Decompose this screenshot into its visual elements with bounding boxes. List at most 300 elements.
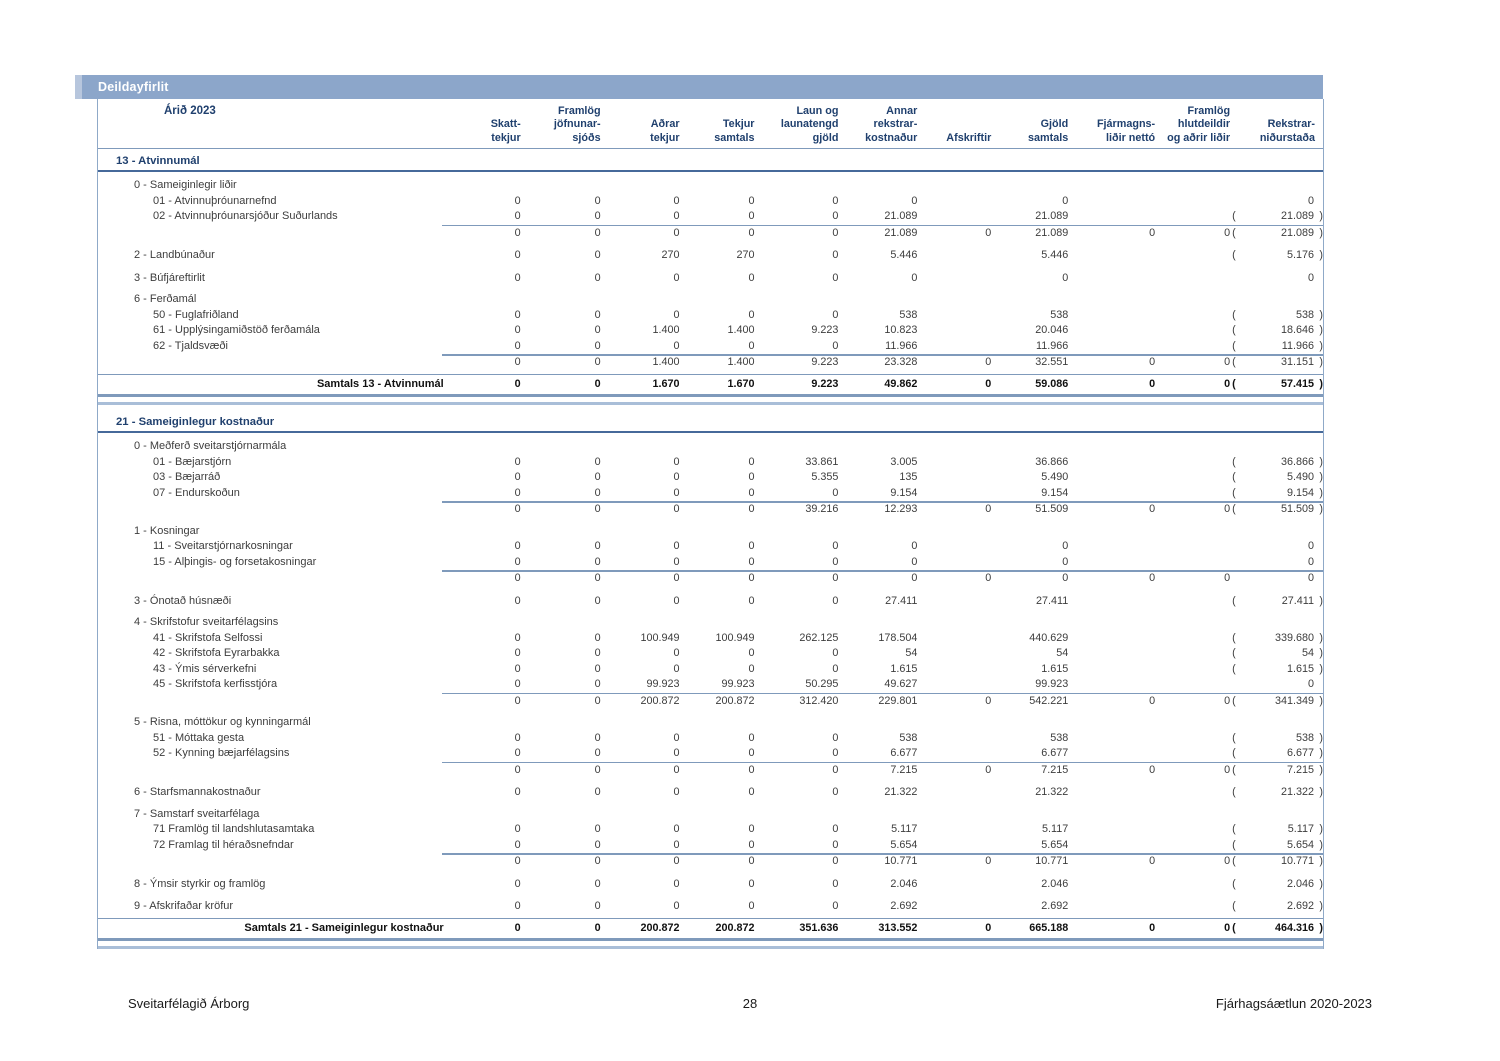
value-cell: 0 [514, 921, 521, 934]
value-cell [1068, 539, 1155, 555]
row-label: 11 - Sveitarstjórnarkosningar [153, 540, 293, 553]
value-cell: 0 [911, 555, 918, 568]
value-cell [1068, 439, 1155, 455]
value-cell [521, 292, 601, 308]
value-cell: 0 [514, 900, 521, 913]
value-cell: 99.923 [646, 678, 680, 691]
value-cell: 5.654 [890, 838, 918, 851]
footer-document-title: Fjárhagsáætlun 2020-2023 [1215, 996, 1373, 1011]
value-cell: 0 [748, 647, 755, 660]
row-label: 71 Framlög til landshlutasamtaka [153, 823, 315, 836]
value-cell: 0 [514, 631, 521, 644]
value-cell [1155, 555, 1230, 571]
row-label [98, 854, 446, 870]
value-cell [1068, 785, 1155, 801]
value-cell [754, 715, 838, 731]
value-cell [1068, 646, 1155, 662]
value-cell [1155, 677, 1230, 693]
value-cell: 0 [594, 271, 601, 284]
value-cell: 0 [673, 226, 680, 239]
value-cell [1068, 194, 1155, 210]
value-cell: 0 [514, 823, 521, 836]
table-row [98, 555, 1323, 571]
column-header: Aðrar tekjur [650, 118, 680, 144]
value-cell: 312.420 [799, 694, 839, 707]
value-cell: ( 7.215 ) [1232, 763, 1323, 776]
row-label: 50 - Fuglafriðland [153, 308, 239, 321]
value-cell: 0 [832, 308, 839, 321]
value-cell: 0 [1062, 194, 1069, 207]
value-cell: 0 [514, 226, 521, 239]
value-cell [917, 209, 991, 225]
value-cell: 49.627 [884, 678, 918, 691]
value-cell: 51.509 [1035, 503, 1069, 516]
value-cell [917, 248, 991, 264]
value-cell: 0 [748, 503, 755, 516]
value-cell [917, 615, 991, 631]
value-cell: ( 5.490 ) [1232, 471, 1324, 484]
value-cell: 0 [514, 877, 521, 890]
value-cell: 0 [673, 594, 680, 607]
value-cell [1230, 439, 1323, 455]
value-cell [1155, 785, 1230, 801]
value-cell: 538 [1050, 308, 1069, 321]
value-cell: 0 [594, 324, 601, 337]
value-cell: 0 [1224, 855, 1231, 868]
value-cell [917, 194, 991, 210]
value-cell: ( 54 ) [1232, 647, 1324, 660]
value-cell: 0 [748, 763, 755, 776]
value-cell: ( 21.089 ) [1232, 210, 1324, 223]
value-cell: 178.504 [878, 631, 918, 644]
value-cell [601, 807, 680, 823]
value-cell: 0 [832, 572, 839, 585]
value-cell: 5.446 [1041, 249, 1069, 262]
column-header: Laun og launatengd gjöld [780, 105, 839, 144]
row-label: 6 - Ferðamál [134, 293, 197, 306]
value-cell: 0 [1224, 572, 1231, 585]
value-cell [991, 178, 1068, 194]
value-cell: 0 [514, 594, 521, 607]
row-label: 3 - Ónotað húsnæði [134, 594, 232, 607]
value-cell: 9.154 [890, 486, 918, 499]
value-cell: 0 [832, 271, 839, 284]
value-cell [917, 271, 991, 287]
value-cell: 0 [1149, 855, 1156, 868]
value-cell: 0 [832, 900, 839, 913]
value-cell: 0 [673, 731, 680, 744]
value-cell: 0 [1062, 540, 1069, 553]
value-cell [1155, 323, 1230, 339]
value-cell: 200.872 [640, 921, 680, 934]
value-cell: ( 538 ) [1232, 731, 1324, 744]
value-cell: 0 [594, 210, 601, 223]
column-header: Rekstrar- niðurstaða [1259, 118, 1316, 144]
value-cell: 27.411 [885, 594, 918, 607]
value-cell: 0 [594, 631, 601, 644]
value-cell [521, 715, 601, 731]
value-cell [1068, 486, 1155, 502]
value-cell [1068, 594, 1155, 610]
value-cell: 0 [748, 471, 755, 484]
value-cell: ( 18.646 ) [1232, 324, 1324, 337]
year-label: Árið 2023 [164, 105, 216, 117]
value-cell: 0 [1224, 226, 1231, 239]
value-cell [601, 524, 680, 540]
value-cell: 0 [594, 503, 601, 516]
value-cell [754, 524, 838, 540]
value-cell: 0 [748, 786, 755, 799]
value-cell: 0 [748, 194, 755, 207]
value-cell [838, 439, 917, 455]
value-cell: 0 [1224, 377, 1231, 390]
value-cell [991, 715, 1068, 731]
value-cell: 9.223 [811, 324, 839, 337]
value-cell: 0 [594, 838, 601, 851]
column-header: Skatt- tekjur [490, 118, 521, 144]
table-row [98, 838, 1323, 854]
row-label: 6 - Starfsmannakostnaður [134, 786, 261, 799]
value-cell: 0 [594, 763, 601, 776]
value-cell: 0 [594, 900, 601, 913]
row-label: 03 - Bæjarráð [153, 471, 221, 484]
value-cell: 0 [1224, 921, 1231, 934]
subtotal-row [98, 694, 1323, 710]
row-label: 4 - Skrifstofur sveitarfélagsins [134, 616, 279, 629]
value-cell [446, 807, 521, 823]
value-cell: 54 [1056, 647, 1069, 660]
value-cell: 0 [673, 555, 680, 568]
value-cell: 5.490 [1041, 471, 1069, 484]
value-cell: 0 [594, 855, 601, 868]
row-label: 07 - Endurskoðun [153, 486, 240, 499]
value-cell: 0 [748, 838, 755, 851]
value-cell: 200.872 [640, 694, 680, 707]
value-cell: 0 [514, 194, 521, 207]
value-cell: 0 [514, 662, 521, 675]
table-row [98, 439, 1323, 455]
value-cell: 0 [1149, 572, 1156, 585]
value-cell: 10.771 [884, 855, 918, 868]
value-cell: 0 [594, 486, 601, 499]
value-cell [991, 807, 1068, 823]
value-cell: 0 [832, 838, 839, 851]
value-cell: 21.089 [884, 210, 918, 223]
value-cell: 0 [748, 210, 755, 223]
value-cell [917, 746, 991, 762]
table-row [98, 594, 1323, 610]
value-cell [754, 439, 838, 455]
value-cell: 0 [514, 377, 521, 390]
value-cell: 270 [736, 249, 755, 262]
row-label: 0 - Meðferð sveitarstjórnarmála [134, 440, 287, 453]
value-cell [1068, 455, 1155, 471]
value-cell: 0 [985, 572, 992, 585]
value-cell: 0 [1149, 356, 1156, 369]
value-cell [1155, 194, 1230, 210]
value-cell: 0 [594, 647, 601, 660]
value-cell [838, 524, 917, 540]
table-row [98, 731, 1323, 747]
value-cell [601, 715, 680, 731]
value-cell: 0 [748, 823, 755, 836]
value-cell: 50.295 [805, 678, 839, 691]
value-cell: 0 [673, 455, 680, 468]
column-header: Afskriftir [946, 131, 992, 144]
table-row [98, 209, 1323, 225]
value-cell: 2.692 [890, 900, 918, 913]
value-cell: 0 [594, 823, 601, 836]
row-label: 0 - Sameiginlegir liðir [134, 179, 237, 192]
value-cell [1068, 807, 1155, 823]
value-cell: 1.400 [652, 356, 680, 369]
value-cell [917, 178, 991, 194]
column-header: Framlög hlutdeildir og aðrir liðir [1167, 105, 1231, 144]
value-cell [1068, 677, 1155, 693]
value-cell: 440.629 [1029, 631, 1069, 644]
value-cell [1068, 339, 1155, 355]
value-cell [446, 178, 521, 194]
value-cell [917, 677, 991, 693]
table-row [98, 292, 1323, 308]
value-cell: 200.872 [715, 921, 755, 934]
value-cell: 0 [748, 572, 755, 585]
row-label: 7 - Samstarf sveitarfélaga [134, 807, 260, 820]
value-cell: 0 [594, 339, 601, 352]
value-cell [1230, 292, 1323, 308]
value-cell [521, 178, 601, 194]
value-cell: 0 [594, 471, 601, 484]
value-cell: 0 [748, 594, 755, 607]
value-cell [754, 178, 838, 194]
value-cell: 0 [748, 455, 755, 468]
value-cell: ( 5.654 ) [1232, 838, 1324, 851]
value-cell: 0 [514, 694, 521, 707]
value-cell: 0 [832, 249, 839, 262]
value-cell [991, 615, 1068, 631]
value-cell [1230, 524, 1323, 540]
value-cell [1068, 555, 1155, 571]
value-cell: 0 [832, 226, 839, 239]
table-row [98, 807, 1323, 823]
value-cell: 0 [748, 540, 755, 553]
value-cell: ( 2.046 ) [1232, 877, 1323, 890]
table-body [98, 152, 1323, 949]
section-total-row [98, 918, 1323, 941]
value-cell: 6.677 [1041, 747, 1069, 760]
value-cell: 21.089 [1035, 210, 1069, 223]
value-cell: 0 [594, 540, 601, 553]
column-header: Framlög jöfnunar- sjóðs [553, 105, 601, 144]
value-cell: 0 [1224, 356, 1231, 369]
value-cell: 32.551 [1035, 356, 1069, 369]
value-cell [1155, 631, 1230, 647]
table-row [98, 486, 1323, 502]
value-cell: 12.293 [884, 503, 918, 516]
value-cell: 10.771 [1035, 855, 1069, 868]
value-cell: 6.677 [890, 747, 918, 760]
value-cell: 542.221 [1029, 694, 1069, 707]
value-cell [1230, 715, 1323, 731]
value-cell [446, 715, 521, 731]
value-cell: 0 [1149, 226, 1156, 239]
value-cell [521, 524, 601, 540]
value-cell [917, 308, 991, 324]
value-cell: 0 [514, 271, 521, 284]
value-cell: ( 341.349 ) [1232, 694, 1323, 707]
value-cell [1068, 271, 1155, 287]
value-cell: 0 [514, 731, 521, 744]
value-cell [917, 524, 991, 540]
value-cell [1155, 439, 1230, 455]
value-cell [1068, 323, 1155, 339]
value-cell: 0 [514, 786, 521, 799]
value-cell [1155, 524, 1230, 540]
table-row [98, 877, 1323, 893]
value-cell [838, 615, 917, 631]
value-cell: 0 [673, 877, 680, 890]
table-row [98, 271, 1323, 287]
value-cell: 0 [832, 786, 839, 799]
value-cell: 5.117 [1042, 823, 1069, 836]
value-cell: 313.552 [878, 921, 918, 934]
value-cell: ( 9.154 ) [1232, 486, 1324, 499]
value-cell: 0 [514, 324, 521, 337]
value-cell: 0 [832, 877, 839, 890]
row-label [98, 355, 446, 371]
value-cell: 538 [899, 731, 918, 744]
value-cell [1155, 271, 1230, 287]
value-cell: 0 [673, 786, 680, 799]
value-cell: 0 [911, 194, 918, 207]
value-cell: 9.223 [811, 377, 839, 390]
table-row [98, 248, 1323, 264]
value-cell: 0 [673, 900, 680, 913]
value-cell: 5.117 [891, 823, 918, 836]
value-cell: 0 [985, 226, 992, 239]
value-cell: 2.692 [1041, 900, 1069, 913]
value-cell [601, 615, 680, 631]
value-cell: ( 1.615 ) [1232, 662, 1324, 675]
value-cell: 0 [673, 210, 680, 223]
value-cell: 21.089 [1035, 226, 1069, 239]
value-cell: 1.400 [727, 324, 755, 337]
value-cell: 0 [514, 572, 521, 585]
value-cell: 0 [594, 662, 601, 675]
subtotal-row [98, 502, 1323, 518]
row-label: 15 - Alþingis- og forsetakosningar [153, 555, 317, 568]
value-cell: 1.670 [652, 377, 680, 390]
value-cell: 2.046 [890, 877, 918, 890]
table-row [98, 631, 1323, 647]
row-label: 3 - Búfjáreftirlit [134, 271, 205, 284]
row-label: 41 - Skrifstofa Selfossi [153, 631, 263, 644]
value-cell: 0 [594, 555, 601, 568]
row-label: 72 Framlag til héraðsnefndar [153, 838, 294, 851]
value-cell: 5.355 [811, 471, 839, 484]
row-label: 62 - Tjaldsvæði [153, 339, 228, 352]
row-label: 8 - Ýmsir styrkir og framlög [134, 877, 266, 890]
value-cell [1155, 822, 1230, 838]
value-cell: 0 [673, 662, 680, 675]
value-cell [1155, 899, 1230, 915]
value-cell: ( 5.117 ) [1232, 823, 1324, 836]
value-cell: 0 [514, 339, 521, 352]
value-cell: 0 [748, 900, 755, 913]
value-cell [1068, 746, 1155, 762]
value-cell: ( 464.316 ) [1232, 921, 1323, 934]
value-cell: ( 5.176 ) [1232, 249, 1323, 262]
value-cell [917, 539, 991, 555]
value-cell: 0 [832, 747, 839, 760]
row-label: 01 - Atvinnuþróunarnefnd [153, 194, 277, 207]
row-label [98, 571, 446, 587]
subtotal-row [98, 226, 1323, 242]
value-cell: 538 [1050, 731, 1069, 744]
value-cell: 0 [1149, 694, 1156, 707]
value-cell: 0 [832, 763, 839, 776]
table-row [98, 677, 1323, 693]
value-cell [601, 292, 680, 308]
value-cell [1155, 455, 1230, 471]
value-cell [1155, 807, 1230, 823]
value-cell: 0 [594, 194, 601, 207]
value-cell: 0 [594, 356, 601, 369]
value-cell [1155, 292, 1230, 308]
value-cell: 0 [832, 540, 839, 553]
value-cell [446, 439, 521, 455]
value-cell [917, 555, 991, 571]
value-cell [838, 178, 917, 194]
value-cell: 1.615 [890, 662, 918, 675]
value-cell: 0 [832, 210, 839, 223]
value-cell [917, 486, 991, 502]
value-cell: 0 [594, 308, 601, 321]
value-cell: 0 [911, 271, 918, 284]
table-row [98, 899, 1323, 915]
value-cell: 7.215 [890, 763, 918, 776]
value-cell: 0 [832, 823, 839, 836]
value-cell: 665.188 [1029, 921, 1069, 934]
value-cell: 0 [514, 763, 521, 776]
value-cell: 0 [832, 555, 839, 568]
subtotal-row [98, 355, 1323, 371]
value-cell [1068, 631, 1155, 647]
value-cell [680, 439, 755, 455]
value-cell [917, 731, 991, 747]
value-cell: 0 [594, 249, 601, 262]
row-label: 2 - Landbúnaður [134, 249, 215, 262]
value-cell [1230, 807, 1323, 823]
value-cell: 21.322 [1035, 786, 1069, 799]
value-cell: 21.322 [884, 786, 918, 799]
value-cell [1155, 209, 1230, 225]
value-cell: 135 [899, 471, 918, 484]
value-cell [1230, 178, 1323, 194]
value-cell: 2.046 [1041, 877, 1069, 890]
value-cell [1068, 178, 1155, 194]
value-cell [1068, 292, 1155, 308]
row-label: 5 - Risna, móttökur og kynningarmál [134, 716, 311, 729]
value-cell [680, 178, 755, 194]
value-cell: 0 [832, 194, 839, 207]
value-cell: 0 [673, 855, 680, 868]
row-label: 61 - Upplýsingamiðstöð ferðamála [153, 324, 320, 337]
value-cell [1155, 248, 1230, 264]
row-label: 42 - Skrifstofa Eyrarbakka [153, 647, 280, 660]
value-cell: 36.866 [1035, 455, 1069, 468]
value-cell [1068, 662, 1155, 678]
